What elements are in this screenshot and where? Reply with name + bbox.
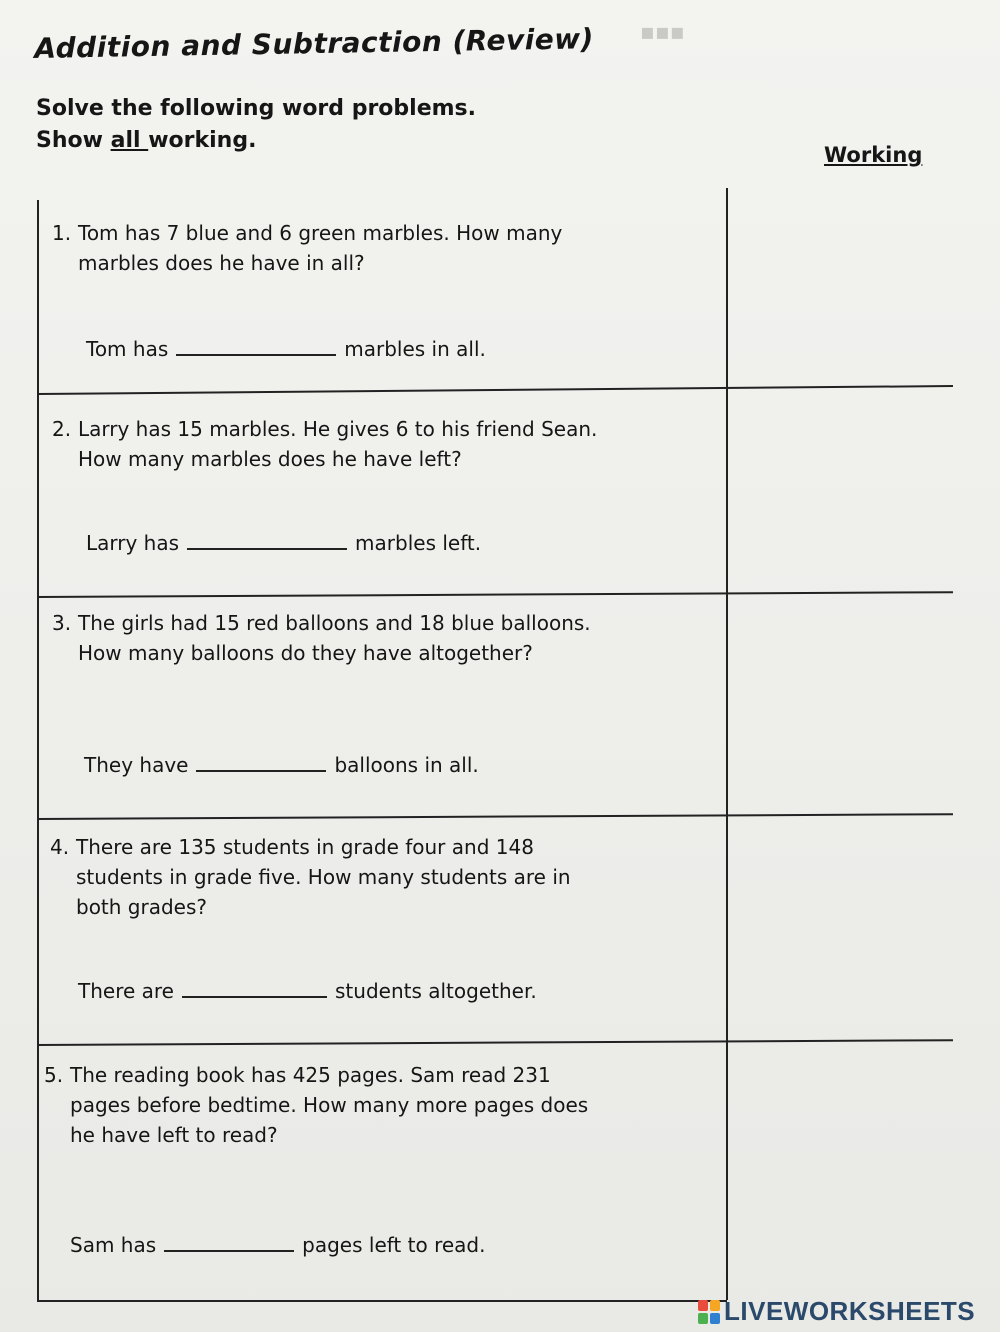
table-bottom-border xyxy=(37,1300,727,1302)
answer-blank-2[interactable] xyxy=(187,530,347,550)
instruction-line-1: Solve the following word problems. xyxy=(36,96,476,121)
answer-line-3: They have balloons in all. xyxy=(84,753,479,777)
answer-line-2: Larry has marbles left. xyxy=(86,531,482,555)
liveworksheets-logo xyxy=(698,1296,975,1327)
row-divider xyxy=(37,1039,953,1046)
answer-blank-4[interactable] xyxy=(182,978,327,998)
table-left-border xyxy=(37,200,39,1302)
answer-line-5: Sam has pages left to read. xyxy=(70,1233,486,1257)
answer-line-4: There are students altogether. xyxy=(78,979,537,1003)
answer-blank-3[interactable] xyxy=(196,752,326,772)
row-divider xyxy=(37,385,953,395)
row-divider xyxy=(37,591,953,598)
instruction-line-2: Show all working. xyxy=(36,128,257,153)
problem-4: 4. There are 135 students in grade four and 148 students in grade five. How many students are in both grades? xyxy=(50,835,571,919)
working-column-heading: Working xyxy=(824,143,923,167)
answer-line-1: Tom has marbles in all. xyxy=(86,337,486,361)
show-through: ▪▪▪ xyxy=(640,20,685,45)
page-title: Addition and Subtraction (Review) xyxy=(34,22,595,65)
brand-name: LIVEWORKSHEETS xyxy=(724,1296,976,1326)
table-column-divider xyxy=(726,188,728,1300)
problem-3: 3. The girls had 15 red balloons and 18 blue balloons. How many balloons do they have altogether? xyxy=(52,611,591,665)
problem-5: 5. The reading book has 425 pages. Sam read 231 pages before bedtime. How many more pages does he have left to read? xyxy=(44,1063,589,1147)
answer-blank-5[interactable] xyxy=(164,1232,294,1252)
problem-1: 1. Tom has 7 blue and 6 green marbles. How many marbles does he have in all? xyxy=(52,221,563,275)
underlined-word: all xyxy=(110,128,149,153)
liveworksheets-icon xyxy=(698,1300,720,1324)
answer-blank-1[interactable] xyxy=(176,336,336,356)
row-divider xyxy=(37,813,953,820)
problem-2: 2. Larry has 15 marbles. He gives 6 to his friend Sean. How many marbles does he have left? xyxy=(52,417,598,471)
